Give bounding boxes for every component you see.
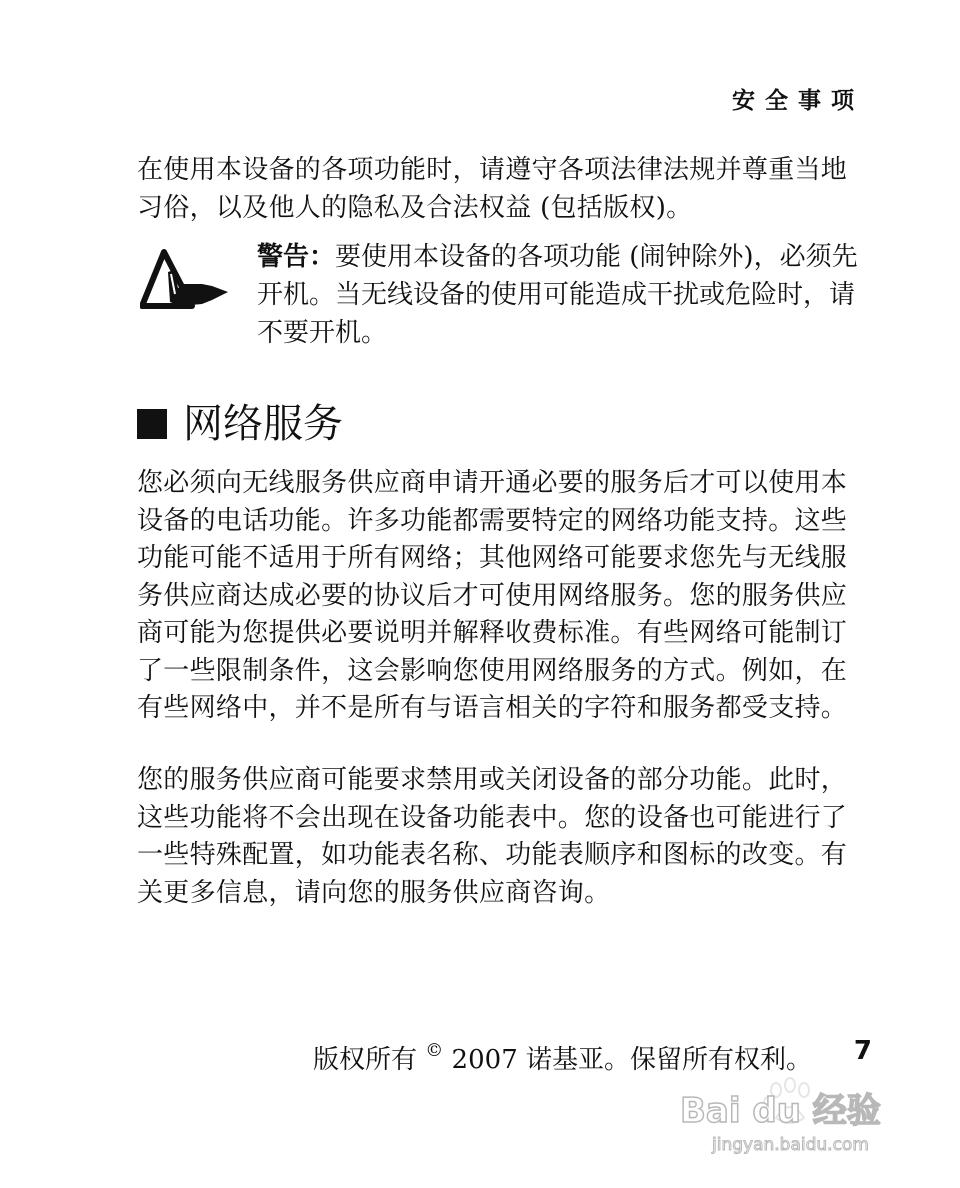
watermark-logo: Bai du 经验 xyxy=(680,1091,881,1131)
section-heading-text: 网络服务 xyxy=(183,401,343,447)
section-heading xyxy=(137,398,343,450)
watermark-url: jingyan.baidu.com xyxy=(712,1135,869,1155)
warning-notice xyxy=(257,238,869,352)
network-services-paragraph-2: 您的服务供应商可能要求禁用或关闭设备的部分功能。此时，这些功能将不会出现在设备功能表中。您的设备也可能进行了一些特殊配置，如功能表名称、功能表顺序和图标的改变。有关更多信息，请向您的服务供应商咨询。 xyxy=(137,765,848,908)
page-number: 7 xyxy=(853,1036,872,1066)
intro-paragraph: 在使用本设备的各项功能时，请遵守各项法律法规并尊重当地习俗，以及他人的隐私及合法权益 (包括版权)。 xyxy=(137,155,848,223)
warning-body: 要使用本设备的各项功能 (闹钟除外)，必须先开机。当无线设备的使用可能造成干扰或危险时，请不要开机。 xyxy=(257,242,858,348)
warning-label: 警告： xyxy=(257,242,336,272)
warning-hand-icon xyxy=(140,248,230,314)
copyright-icon: © xyxy=(425,1040,444,1061)
network-services-paragraph-1: 您必须向无线服务供应商申请开通必要的服务后才可以使用本设备的电话功能。许多功能都需要特定的网络功能支持。这些功能可能不适用于所有网络；其他网络可能要求您先与无线服务供应商达成必要的协议后才可使用网络服务。您的服务供应商可能为您提供必要说明并解释收费标准。有些网络可能制订了一些限制条件，这会影响您使用网络服务的方式。例如，在有些网络中，并不是所有与语言相关的字符和服务都受支持。 xyxy=(137,468,848,723)
baidu-jingyan-watermark xyxy=(672,1070,902,1160)
square-bullet-icon xyxy=(137,409,167,439)
copyright-suffix: 2007 诺基亚。保留所有权利。 xyxy=(443,1045,812,1075)
running-header: 安全事项 xyxy=(732,88,864,114)
copyright-prefix: 版权所有 xyxy=(313,1045,418,1075)
